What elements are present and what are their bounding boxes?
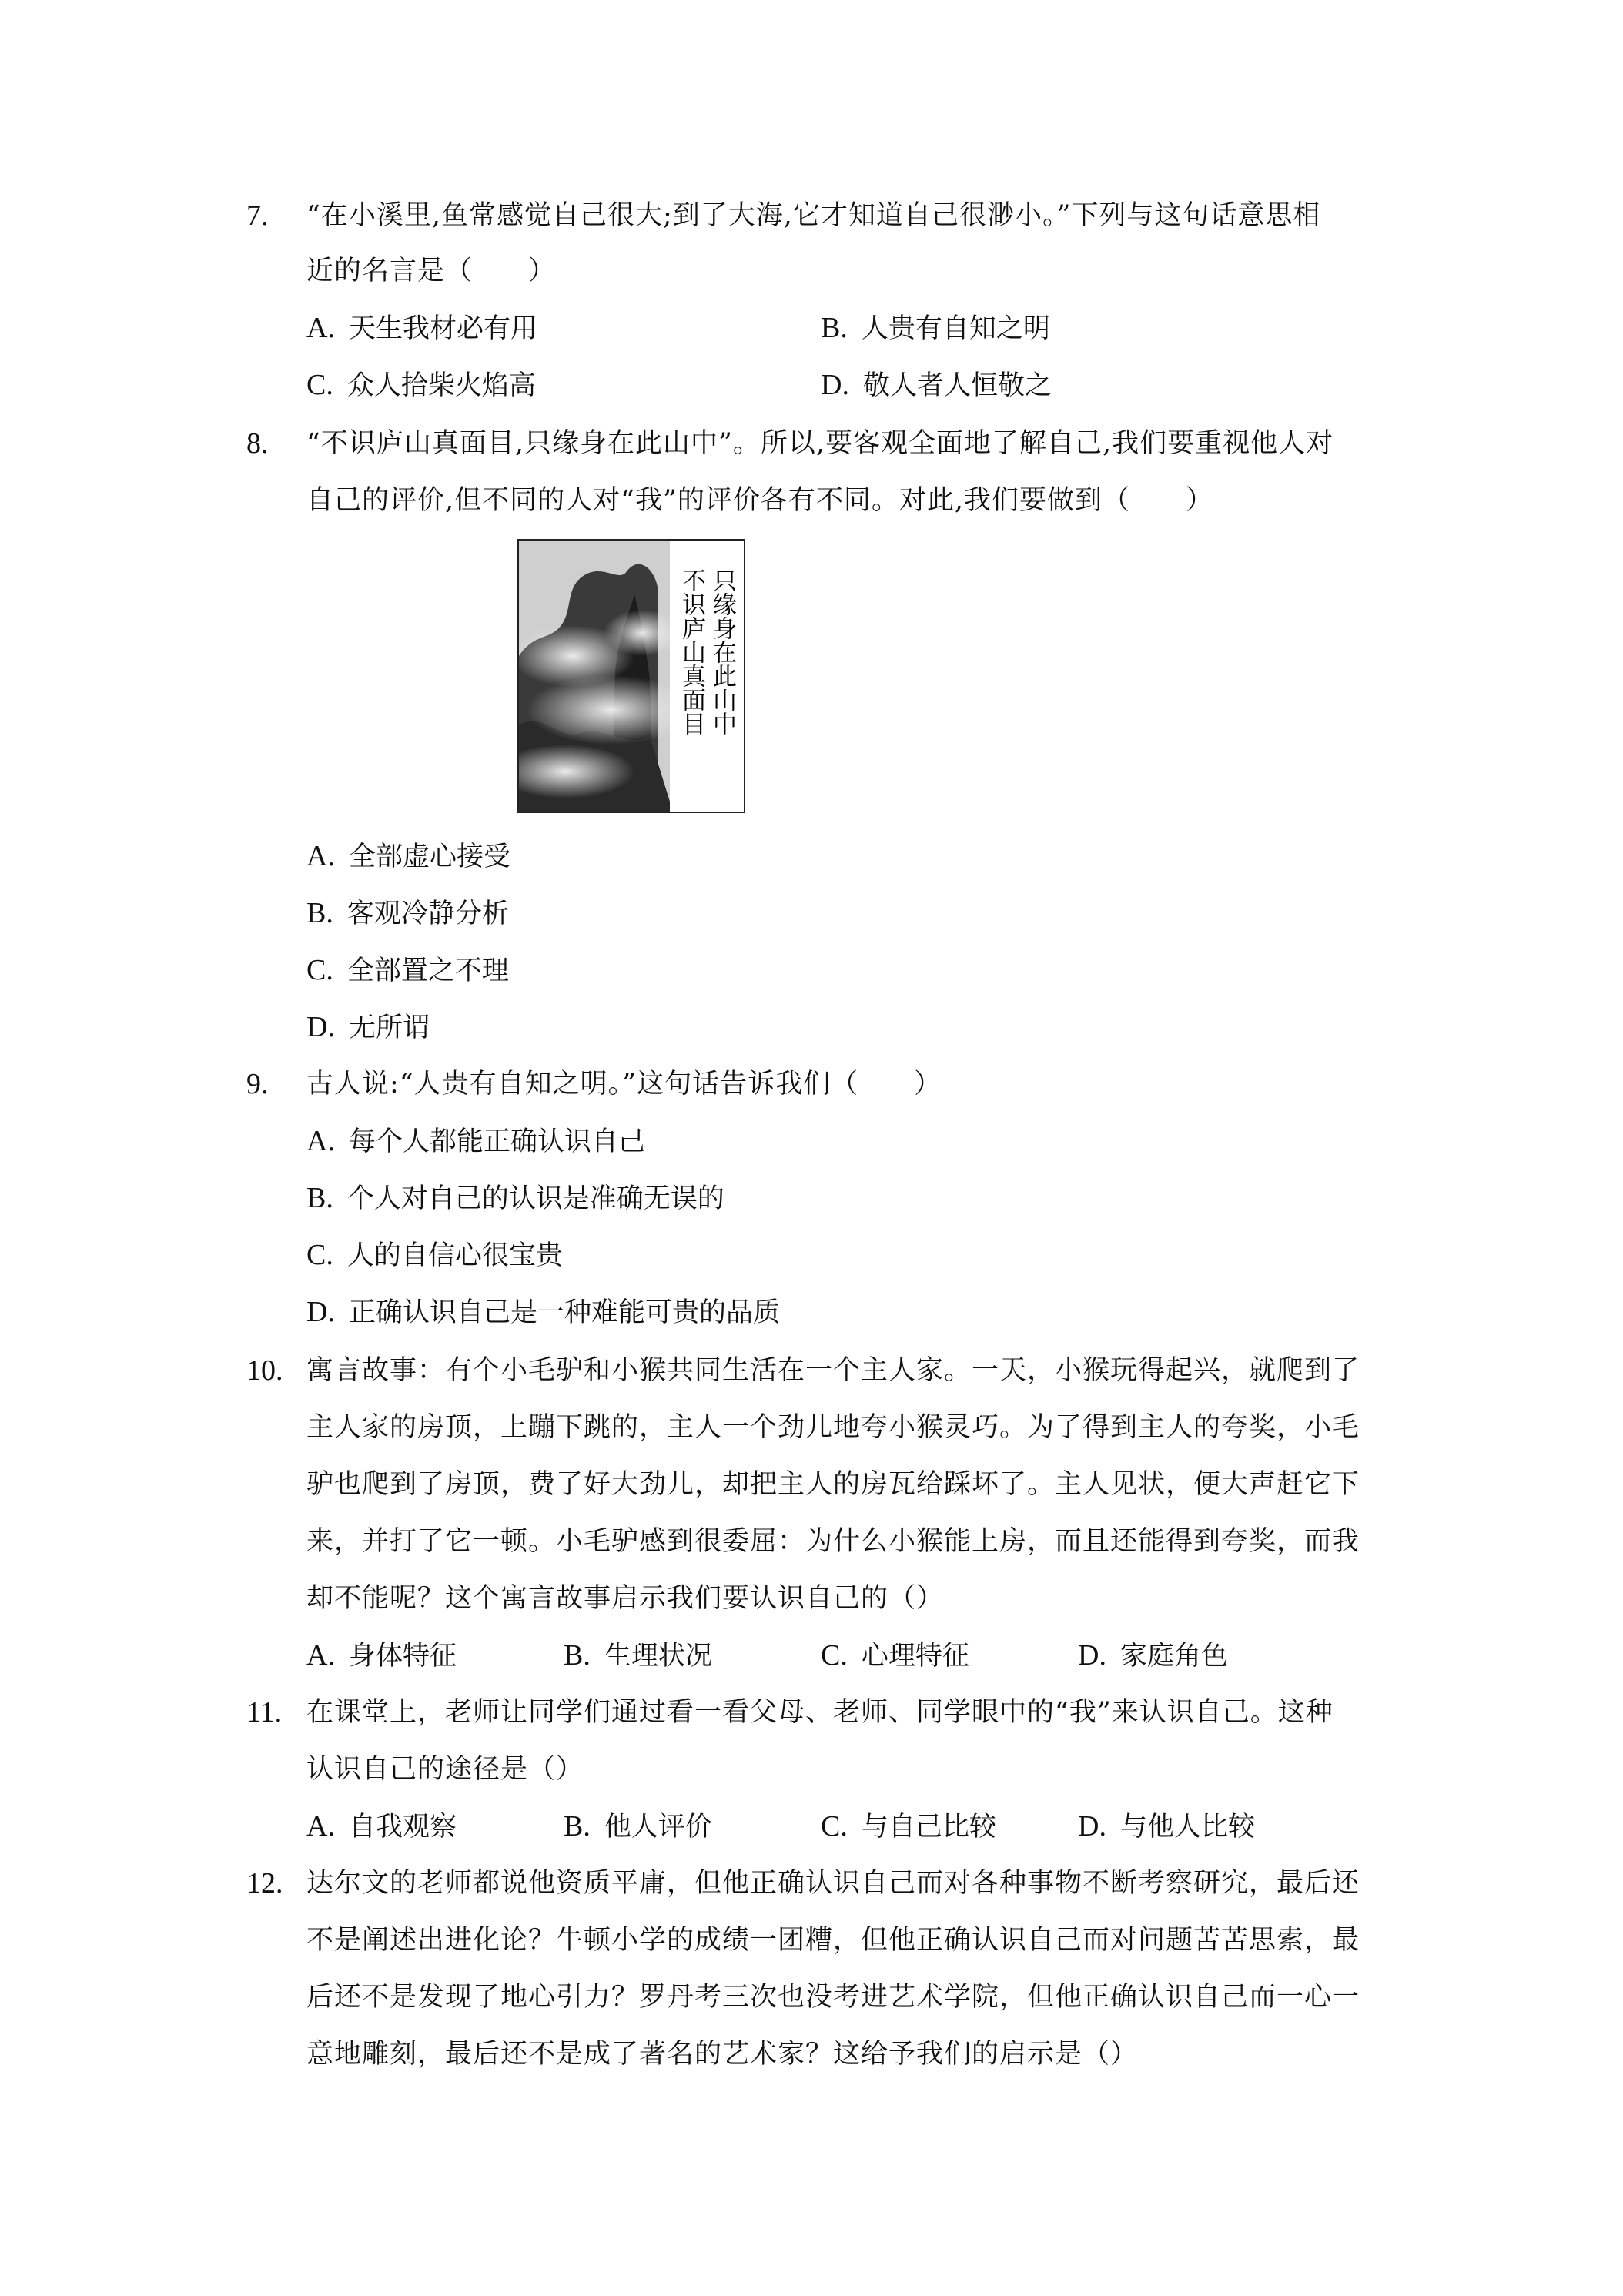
option-a[interactable] <box>306 1123 645 1160</box>
option-text: 众人拾柴火焰高 <box>346 370 536 401</box>
option-text: 天生我材必有用 <box>348 313 537 344</box>
question-number: 12. <box>246 1867 283 1899</box>
option-text: 个人对自己的认识是准确无误的 <box>346 1183 724 1214</box>
option-text: 全部置之不理 <box>346 956 509 986</box>
option-key: C. <box>306 369 333 401</box>
option-text: 自我观察 <box>348 1812 457 1842</box>
question-stem-line: 主人家的房顶，上蹦下跳的，主人一个劲儿地夸小猴灵巧。为了得到主人的夸奖，小毛 <box>306 1412 1360 1443</box>
option-text: 与自己比较 <box>861 1812 996 1842</box>
option-key: C. <box>306 1239 333 1271</box>
option-text: 全部虚心接受 <box>348 842 510 872</box>
poem-line-1: 只缘身在此山中 <box>708 568 736 735</box>
option-key: A. <box>306 840 335 872</box>
option-text: 与他人比较 <box>1119 1812 1255 1842</box>
question-number: 11. <box>246 1696 283 1729</box>
question-number: 8. <box>246 427 269 460</box>
option-c[interactable] <box>821 1808 996 1846</box>
poem-line-2: 不识庐山真面目 <box>678 568 705 735</box>
option-text: 身体特征 <box>348 1641 457 1672</box>
option-key: B. <box>306 897 333 929</box>
question-stem-line: “在小溪里,鱼常感觉自己很大;到了大海,它才知道自己很渺小。”下列与这句话意思相 <box>306 200 1321 231</box>
option-a[interactable] <box>306 1808 457 1846</box>
option-text: 人贵有自知之明 <box>861 313 1050 344</box>
question-stem-line: 自己的评价,但不同的人对“我”的评价各有不同。对此,我们要做到（ ） <box>306 485 1214 516</box>
question-stem-line: 后还不是发现了地心引力？罗丹考三次也没考进艺术学院，但他正确认识自己而一心一 <box>306 1982 1360 2013</box>
question-stem-line: 近的名言是（ ） <box>306 256 557 286</box>
option-key: C. <box>821 1810 848 1842</box>
question-number: 7. <box>246 199 269 232</box>
option-key: A. <box>306 1639 335 1672</box>
question-stem-line: 古人说:“人贵有自知之明。”这句话告诉我们（ ） <box>306 1069 942 1099</box>
option-key: B. <box>821 312 848 344</box>
option-key: A. <box>306 312 335 344</box>
question-stem-line: 驴也爬到了房顶，费了好大劲儿，却把主人的房瓦给踩坏了。主人见状，便大声赶它下 <box>306 1469 1360 1500</box>
option-text: 人的自信心很宝贵 <box>346 1240 563 1271</box>
option-a[interactable] <box>306 838 510 875</box>
option-text: 生理状况 <box>604 1641 712 1672</box>
option-text: 心理特征 <box>861 1641 969 1672</box>
question-stem-line: 意地雕刻，最后还不是成了著名的艺术家？这给予我们的启示是（） <box>306 2039 1139 2070</box>
option-a[interactable] <box>306 310 537 347</box>
question-stem-line: 却不能呢？这个寓言故事启示我们要认识自己的（） <box>306 1583 945 1614</box>
option-key: D. <box>1078 1639 1106 1672</box>
option-text: 他人评价 <box>604 1812 712 1842</box>
option-key: D. <box>821 369 849 401</box>
question-stem-line: 来，并打了它一顿。小毛驴感到很委屈：为什么小猴能上房，而且还能得到夸奖，而我 <box>306 1526 1360 1557</box>
option-c[interactable] <box>306 952 509 989</box>
question-stem-line: 达尔文的老师都说他资质平庸，但他正确认识自己而对各种事物不断考察研究，最后还 <box>306 1868 1360 1899</box>
option-b[interactable] <box>564 1808 712 1846</box>
option-d[interactable] <box>1078 1637 1228 1675</box>
option-key: A. <box>306 1125 335 1157</box>
question-stem-line: 不是阐述出进化论？牛顿小学的成绩一团糟，但他正确认识自己而对问题苦苦思索，最 <box>306 1925 1360 1956</box>
option-key: C. <box>306 954 333 986</box>
question-stem-line: 在课堂上，老师让同学们通过看一看父母、老师、同学眼中的“我”来认识自己。这种 <box>306 1697 1334 1728</box>
question-stem-line: 认识自己的途径是（） <box>306 1754 584 1785</box>
option-key: B. <box>306 1182 333 1214</box>
question-number: 10. <box>246 1354 283 1387</box>
option-c[interactable] <box>306 1237 563 1274</box>
option-c[interactable] <box>306 366 536 404</box>
option-d[interactable] <box>306 1009 430 1046</box>
question-number: 9. <box>246 1068 269 1100</box>
question-stem-line: “不识庐山真面目,只缘身在此山中”。所以,要客观全面地了解自己,我们要重视他人对 <box>306 428 1334 459</box>
question-stem-line: 寓言故事：有个小毛驴和小猴共同生活在一个主人家。一天，小猴玩得起兴，就爬到了 <box>306 1355 1360 1386</box>
option-key: D. <box>306 1011 335 1043</box>
option-text: 家庭角色 <box>1119 1641 1228 1672</box>
option-text: 敬人者人恒敬之 <box>862 370 1052 401</box>
option-text: 每个人都能正确认识自己 <box>348 1126 645 1157</box>
option-text: 无所谓 <box>348 1012 430 1043</box>
option-a[interactable] <box>306 1637 457 1675</box>
option-text: 正确认识自己是一种难能可贵的品质 <box>348 1297 780 1328</box>
option-key: B. <box>564 1639 591 1672</box>
option-key: D. <box>306 1296 335 1328</box>
option-b[interactable] <box>306 1180 724 1217</box>
option-b[interactable] <box>306 895 509 932</box>
option-key: B. <box>564 1810 591 1842</box>
option-key: D. <box>1078 1810 1106 1842</box>
option-b[interactable] <box>821 310 1050 347</box>
option-d[interactable] <box>306 1294 780 1331</box>
option-text: 客观冷静分析 <box>346 899 509 929</box>
option-key: C. <box>821 1639 848 1672</box>
option-d[interactable] <box>821 366 1052 404</box>
option-key: A. <box>306 1810 335 1842</box>
lushan-ink-painting <box>517 539 745 813</box>
option-d[interactable] <box>1078 1808 1255 1846</box>
option-b[interactable] <box>564 1637 712 1675</box>
option-c[interactable] <box>821 1637 969 1675</box>
